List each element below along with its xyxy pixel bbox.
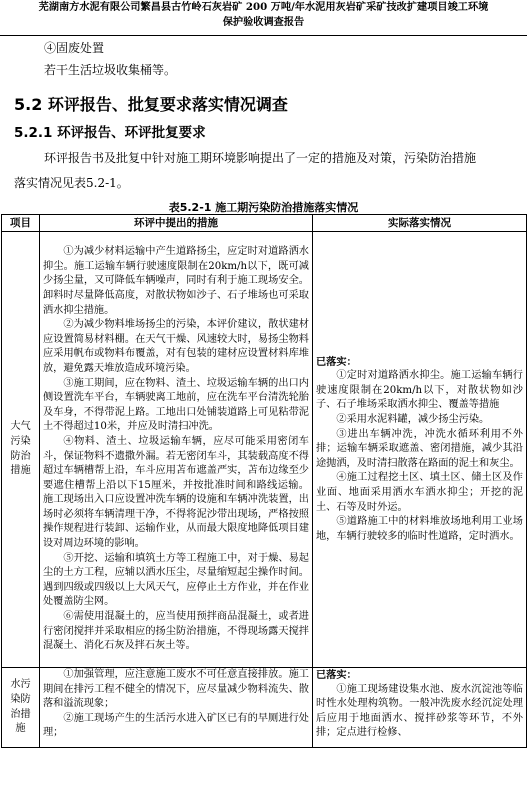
measure-paragraph: ②为减少物料堆场扬尘的污染，本评价建议，散状建材应设置简易材料棚。在天气干燥、风速较大时，易扬尘物料应采用帆布或物料布覆盖，对有包装的建材应设置材料库堆放，避免露天堆放造成环境污染。 <box>43 319 309 374</box>
actual-paragraph: ④施工过程挖土区、填土区、储土区及作业面、地面采用洒水车洒水抑尘；开挖的泥土、石等及时外运。 <box>316 472 523 513</box>
page-header <box>0 0 527 30</box>
table-row-water <box>2 668 527 748</box>
actual-paragraph: ⑤道路施工中的材料堆放场地利用工业场地，车辆行驶较多的临时性道路，定时洒水。 <box>316 516 523 542</box>
item4-text: 若干生活垃圾收集桶等。 <box>44 63 177 77</box>
measure-paragraph: ①为减少材料运输中产生道路扬尘，应定时对道路洒水抑尘。施工运输车辆行驶速度限制在20km/h以下，既可减少扬尘量，又可降低车辆噪声，同时有利于施工现场安全。卸料时尽量降低高度，对散状物如沙子、石子堆场也可采取洒水抑尘措施。 <box>43 246 309 316</box>
measure-paragraph: ⑤开挖、运输和填筑土方等工程施工中，对于燥、易起尘的土方工程，应辅以洒水压尘，尽量缩短起尘操作时间。遇到四级或四级以上大风天气，应停止土方作业，并在作业处覆盖防尘网。 <box>43 552 309 608</box>
air-actual-cell <box>313 232 527 668</box>
table-row-air <box>2 232 527 668</box>
section-title: 5.2 环评报告、批复要求落实情况调查 <box>14 95 288 114</box>
subsection-title: 5.2.1 环评报告、环评批复要求 <box>14 125 206 141</box>
header-item: 项目 <box>2 215 40 232</box>
status-label: 已落实： <box>316 669 357 681</box>
water-measures-cell <box>40 668 313 748</box>
actual-paragraph: ③进出车辆冲洗，冲洗水循环利用不外排；运输车辆采取遮盖、密闭措施，减少其沿途抛洒，及时清扫散落在路面的泥土和灰尘。 <box>316 428 523 469</box>
item4-title: ④固废处置 <box>44 41 105 55</box>
measure-paragraph: ③施工期间，应在物料、渣土、垃圾运输车辆的出口内侧设置洗车平台，车辆驶离工地前，应在洗车平台清洗轮胎及车身，不得带泥上路。工地出口处铺装道路上可见粘带泥土不得超过10米，并应及时清扫冲洗。 <box>43 377 309 433</box>
measures-table <box>1 214 527 748</box>
status-label: 已落实： <box>316 355 357 368</box>
measure-paragraph: ⑥需使用混凝土的，应当使用预拌商品混凝土，或者进行密闭搅拌并采取相应的扬尘防治措施，不得现场露天搅拌混凝土、消化石灰及拌石灰土等。 <box>43 611 309 652</box>
header-line-2: 保护验收调查报告 <box>222 16 305 28</box>
header-divider <box>0 35 527 36</box>
air-measures-cell <box>40 232 313 668</box>
table-caption: 表5.2-1 施工期污染防治措施落实情况 <box>168 201 359 214</box>
header-line-1: 芜湖南方水泥有限公司繁昌县古竹岭石灰岩矿 200 万吨/年水泥用灰岩矿采矿技改扩建项目竣工环境 <box>38 1 489 13</box>
actual-paragraph: ②采用水泥料罐，减少扬尘污染。 <box>336 414 490 426</box>
measure-paragraph: ①加强管理，应注意施工废水不可任意直接排放。施工期间在排污工程不健全的情况下，应尽量减少物料流失、散落和溢流现象； <box>43 669 309 710</box>
measure-paragraph: ②施工现场产生的生活污水进入矿区已有的早厕进行处理； <box>43 712 309 739</box>
row-label-air: 大气 污染 防治 措施 <box>2 232 40 668</box>
header-measures: 环评中提出的措施 <box>40 215 313 232</box>
water-actual-cell <box>313 668 527 748</box>
table-header-row <box>2 215 527 232</box>
actual-paragraph: ①定时对道路洒水抑尘。施工运输车辆行驶速度限制在20km/h以下，对散状物如沙子、石子堆场采取洒水抑尘、覆盖等措施 <box>316 370 523 411</box>
intro-paragraph-line-1: 环评报告书及批复中针对施工期环境影响提出了一定的措施及对策，污染防治措施 <box>44 151 477 165</box>
intro-paragraph-line-2: 落实情况见表5.2-1。 <box>14 176 129 190</box>
actual-paragraph: ①施工现场建设集水池、废水沉淀池等临时性水处理构筑物。一般冲洗废水经沉淀处理后应用于地面洒水、搅拌砂浆等环节，不外排；定点进行检修、 <box>316 683 523 739</box>
measure-paragraph: ④物料、渣土、垃圾运输车辆，应尽可能采用密闭车斗，保证物料不遗撒外漏。若无密闭车斗，其装载高度不得超过车辆槽帮上沿，车斗应用苫布遮盖严实，苫布边缘至少要遮住槽帮上沿以下15厘米，并按批准时间和路线运输。施工现场出入口应设置冲洗车辆的设施和车辆冲洗装置，出场时必须将车辆清理干净，不得将泥沙带出现场，严格按照操作规程进行装卸、运输作业，从而最大限度地降低项目建设对周边环境的影响。 <box>43 435 309 550</box>
row-label-water: 水污 染防 治措 施 <box>2 668 40 748</box>
header-actual: 实际落实情况 <box>313 215 527 232</box>
